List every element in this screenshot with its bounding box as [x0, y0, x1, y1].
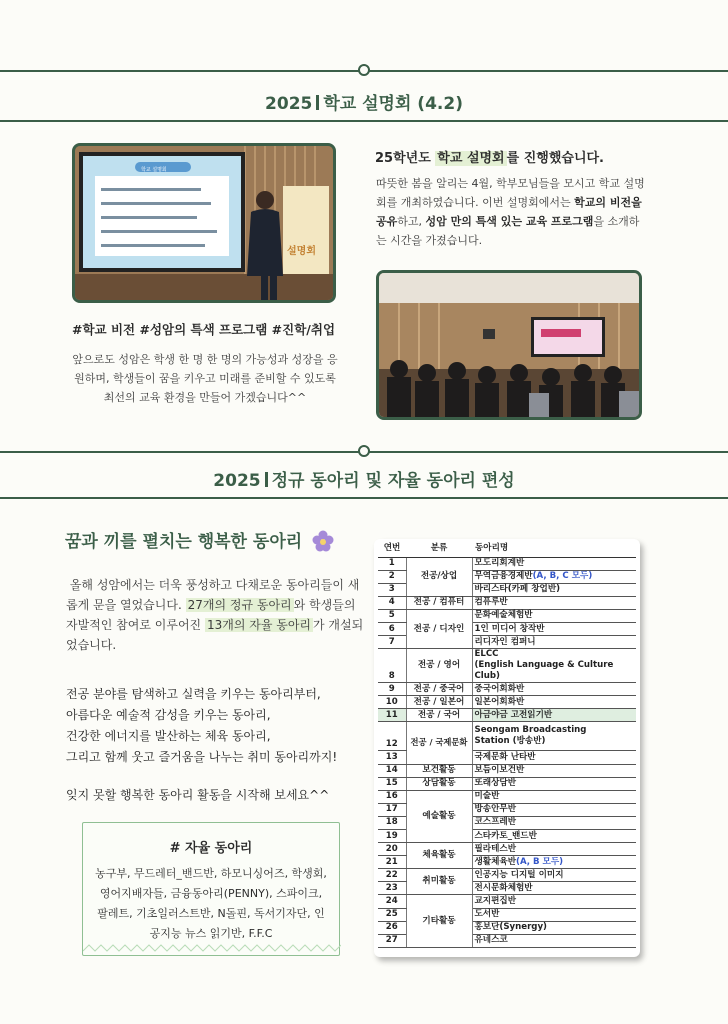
audience-scene: [379, 273, 639, 417]
table-row: 5 전공 / 디자인 문화예술체험반: [378, 609, 636, 622]
table-row: 25 도서반: [378, 908, 636, 921]
table-row: 23 전시문화체험반: [378, 882, 636, 895]
slide-title: 학교 설명회: [141, 167, 167, 173]
presentation-photo: [72, 143, 336, 303]
table-row: 19 스타카토_밴드반: [378, 830, 636, 843]
table-row: 7 리디자인 컴퍼니: [378, 636, 636, 649]
box-text: 농구부, 무드레터_밴드반, 하모니싱어즈, 학생회, 영어지배자들, 금융동아리(PENNY), 스파이크, 팔레트, 기초일러스트반, N돌핀, 독서기자단, 인공지능 뉴스 읽기반, F.F.C: [95, 867, 327, 940]
banner-text: 설명회: [287, 246, 316, 257]
table-row: 24 기타활동 교지편집반: [378, 895, 636, 908]
section1-headline: 25학년도 학교 설명회 를 진행했습니다.: [375, 151, 604, 166]
section1-closing-paragraph: 앞으로도 성암은 학생 한 명 한 명의 가능성과 성장을 응원하며, 학생들이 꿈을 키우고 미래를 준비할 수 있도록 최선의 교육 환경을 만들어 가겠습니다^^: [72, 353, 338, 404]
table-row: 9 전공 / 중국어 중국어회화반: [378, 683, 636, 696]
table-row: 10 전공 / 일본어 일본어회화반: [378, 696, 636, 709]
audience-photo: [376, 270, 642, 420]
table-row: 15 상담활동 또래상담반: [378, 777, 636, 790]
clubs-paragraph-2: 전공 분야를 탐색하고 실력을 키우는 동아리부터, 아름다운 예술적 감성을 키우는 동아리, 건강한 에너지를 발산하는 체육 동아리, 그리고 함께 웃고 즐거움을 나누는 취미 동아리까지!: [66, 687, 338, 764]
table-row: 14 보건활동 보듬이보건반: [378, 764, 636, 777]
box-title: # 자율 동아리: [169, 841, 253, 856]
clubs-paragraph-3: 잊지 못할 행복한 동아리 활동을 시작해 보세요^^: [66, 788, 330, 802]
table-header-row: 연번 분류 동아리명: [378, 541, 636, 557]
presentation-scene: [75, 146, 333, 300]
table-row: 3 바리스타(카페 창업반): [378, 583, 636, 596]
clubs-table: [378, 541, 636, 948]
autonomous-clubs-box: [82, 822, 340, 956]
section1-bottom-rule: [0, 120, 728, 122]
table-row: 16 예술활동 미술반: [378, 790, 636, 803]
table-row: 12 전공 / 국제문화 Seongam Broadcasting Station (방송반): [378, 722, 636, 751]
box-bottom-pattern: [83, 943, 341, 953]
title-divider: [265, 472, 268, 487]
flower-icon: [312, 530, 334, 552]
table-row: 22 취미활동 인공지능 디지털 이미지: [378, 869, 636, 882]
table-row: 21 생활체육반(A, B 모두): [378, 856, 636, 869]
table-row: 13 국제문화 난타반: [378, 751, 636, 764]
table-row: 27 유네스코: [378, 934, 636, 947]
clubs-heading: 꿈과 끼를 펼치는 행복한 동아리: [65, 527, 334, 552]
table-row: 2 무역금융경제반(A, B, C 모두): [378, 570, 636, 583]
section1-paragraph: 따뜻한 봄을 알리는 4월, 학부모님들을 모시고 학교 설명회를 개최하였습니다. 이번 설명회에서는 학교의 비전을 공유하고, 성암 만의 특색 있는 교육 프로그램을 소개하는 시간을 가졌습니다.: [376, 177, 645, 247]
section2-bottom-rule: [0, 497, 728, 499]
section2-title: 2025 정규 동아리 및 자율 동아리 편성: [213, 471, 515, 491]
top-rule-dot: [358, 64, 370, 76]
clubs-paragraph-1: 올해 성암에서는 더욱 풍성하고 다채로운 동아리들이 새롭게 문을 열었습니다. 27개의 정규 동아리 와 학생들의 자발적인 참여로 이루어진 13개의 자율 동아리 가 개설되었습니다.: [66, 578, 364, 652]
table-row: 6 1인 미디어 창작반: [378, 622, 636, 635]
table-row: 17 방송안무반: [378, 803, 636, 816]
middle-rule-dot: [358, 445, 370, 457]
table-row: 20 체육활동 필라테스반: [378, 843, 636, 856]
clubs-table-card: [374, 539, 640, 957]
hashtags: #학교 비전 #성암의 특색 프로그램 #진학/취업: [72, 322, 336, 337]
section1-title: 2025 학교 설명회 (4.2): [265, 94, 463, 114]
table-row: 11 전공 / 국어 아금야금 고전읽기반: [378, 709, 636, 722]
table-row: 1 전공/상업 모도리회계반: [378, 557, 636, 570]
table-row: 8 전공 / 영어 ELCC (English Language & Culture Club): [378, 649, 636, 683]
table-row: 4 전공 / 컴퓨터 컴퓨루반: [378, 596, 636, 609]
table-row: 26 홍보단(Synergy): [378, 921, 636, 934]
table-row: 18 코스프레반: [378, 816, 636, 829]
title-divider: [316, 95, 319, 110]
